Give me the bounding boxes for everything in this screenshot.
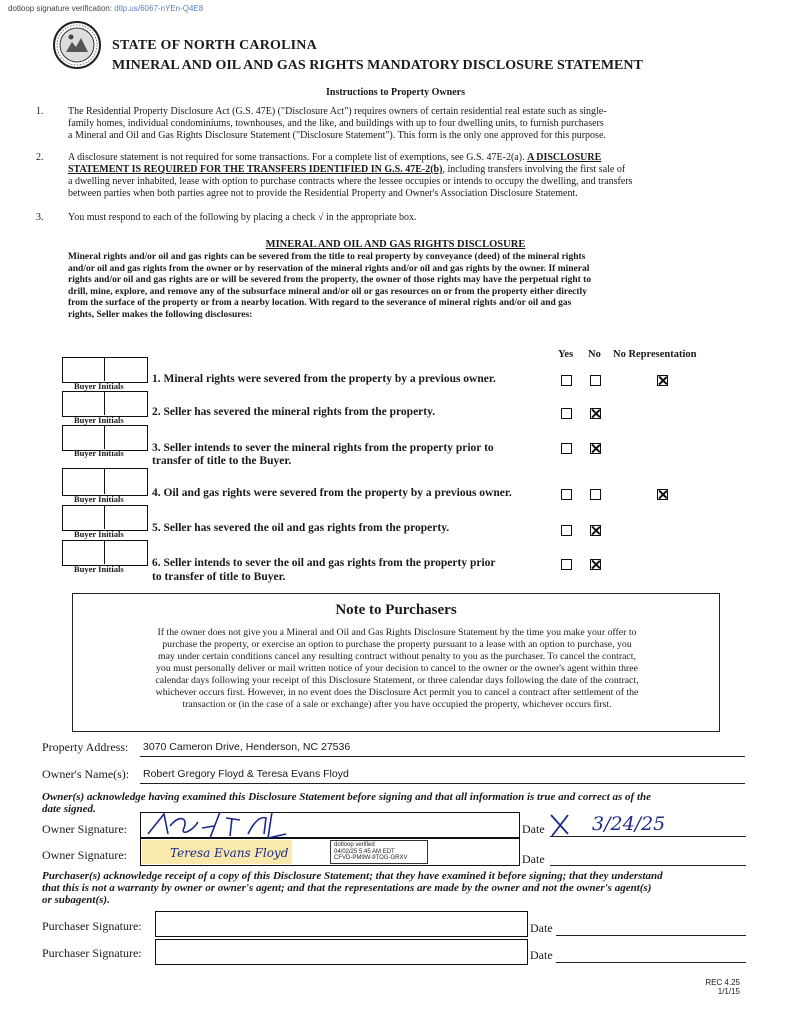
- buyer-initials-box[interactable]: [62, 357, 148, 383]
- owners-line: [140, 783, 745, 784]
- purchaser-signature-field[interactable]: [155, 911, 528, 937]
- buyer-initials-box[interactable]: [62, 391, 148, 417]
- question-6-text: 6. Seller intends to sever the oil and gas rights from the property prior: [152, 557, 496, 569]
- owner-signature-label: Owner Signature:: [42, 848, 127, 862]
- purchaser-signature-label: Purchaser Signature:: [42, 946, 142, 960]
- instruction-2-emphasis: A DISCLOSURE: [527, 152, 602, 163]
- state-seal-icon: [52, 20, 102, 70]
- form-number: REC 4.25: [705, 978, 740, 987]
- buyer-initials-box[interactable]: [62, 505, 148, 531]
- date-line: [556, 962, 746, 963]
- column-yes: Yes: [558, 349, 574, 360]
- purchaser-ack-line: that this is not a warranty by owner or owner's agent; and that the representations are made by the owner and not the owner's agent(s): [42, 882, 652, 894]
- buyer-initials-label: Buyer Initials: [74, 415, 124, 425]
- purchaser-ack-line: or subagent(s).: [42, 894, 110, 906]
- question-1-no-checkbox[interactable]: [590, 375, 601, 386]
- note-to-purchasers: [72, 593, 720, 732]
- buyer-initials-box[interactable]: [62, 468, 148, 496]
- note-line: purchase the property, or exercise an option to purchase the property pursuant to a lease with an option to purchase, you: [162, 639, 632, 650]
- question-1-text: 1. Mineral rights were severed from the property by a previous owner.: [152, 373, 496, 385]
- note-line: calendar days following your receipt of this Disclosure Statement, or three calendar days following the date of the contract,: [155, 675, 639, 686]
- question-6-yes-checkbox[interactable]: [561, 559, 572, 570]
- initials-divider: [104, 505, 105, 529]
- disclosure-paragraph: [68, 252, 758, 322]
- disclosure-line: and/or oil and gas rights from the owner or by reservation of the mineral rights and/or oil and gas rights by the owner. If mineral: [68, 263, 590, 274]
- purchaser-acknowledgement: [42, 870, 762, 906]
- owners-name-value[interactable]: Robert Gregory Floyd & Teresa Evans Floyd: [143, 768, 349, 780]
- instruction-2-text: a dwelling never inhabited, lease with option to purchase contracts where the lessee occupies or intends to occupy the dwelling, and transfers: [68, 176, 633, 187]
- instruction-2: [68, 152, 758, 200]
- question-6-text-cont: to transfer of title to Buyer.: [152, 571, 286, 583]
- owner-date-label: Date: [522, 822, 545, 836]
- buyer-initials-box[interactable]: [62, 540, 148, 566]
- form-title: MINERAL AND OIL AND GAS RIGHTS MANDATORY DISCLOSURE STATEMENT: [112, 58, 643, 73]
- instruction-2-text: A disclosure statement is not required for some transactions. For a complete list of exemptions, see G.S. 47E-2(a).: [68, 152, 525, 163]
- question-2-no-checkbox[interactable]: [590, 408, 601, 419]
- instruction-1: [68, 106, 758, 142]
- initials-divider: [104, 391, 105, 415]
- instruction-1-line: The Residential Property Disclosure Act (G.S. 47E) ("Disclosure Act") requires owners of certain residential real estate such as single-: [68, 106, 607, 117]
- instruction-2-text: between parties when both parties agree not to provide the Residential Property and Owner's Association Disclosure Statement.: [68, 188, 578, 199]
- question-1-no-rep-checkbox[interactable]: [657, 375, 668, 386]
- question-6-no-checkbox[interactable]: [590, 559, 601, 570]
- question-3-text-cont: transfer of title to the Buyer.: [152, 455, 292, 467]
- initials-divider: [104, 540, 105, 564]
- dotloop-stamp: [330, 840, 428, 864]
- instructions-heading: Instructions to Property Owners: [326, 87, 465, 98]
- instruction-2-text: , including transfers involving the first sale of: [442, 164, 626, 175]
- form-state-title: STATE OF NORTH CAROLINA: [112, 38, 317, 53]
- instruction-2-emphasis: STATEMENT IS REQUIRED FOR THE TRANSFERS IDENTIFIED IN G.S. 47E-2(b): [68, 164, 443, 175]
- buyer-initials-label: Buyer Initials: [74, 448, 124, 458]
- instruction-2-number: 2.: [36, 152, 44, 163]
- owner-ack-line: Owner(s) acknowledge having examined this Disclosure Statement before signing and that all information is true and correct as of the: [42, 791, 652, 803]
- instruction-1-line: family homes, individual condominiums, townhouses, and the like, and buildings with up to four dwelling units, to furnish purchasers: [68, 118, 604, 129]
- column-no: No: [588, 349, 601, 360]
- question-5-yes-checkbox[interactable]: [561, 525, 572, 536]
- column-no-representation: No Representation: [613, 349, 697, 360]
- dotloop-line: 04/02/25 5:45 AM EDT: [334, 848, 395, 855]
- question-4-no-rep-checkbox[interactable]: [657, 489, 668, 500]
- property-address-value[interactable]: 3070 Cameron Drive, Henderson, NC 27536: [143, 741, 351, 753]
- owner-signature-label: Owner Signature:: [42, 822, 127, 836]
- disclosure-line: rights and/or oil and gas rights are or will be severed from the property, the owner of those rights may have the perpetual right to: [68, 275, 592, 286]
- purchaser-date-label: Date: [530, 921, 553, 935]
- question-2-yes-checkbox[interactable]: [561, 408, 572, 419]
- disclosure-line: from the surface of the property or from a nearby location. With regard to the severance of mineral rights and/or oil and gas: [68, 298, 572, 309]
- question-4-no-checkbox[interactable]: [590, 489, 601, 500]
- initials-divider: [104, 357, 105, 381]
- owner-1-date[interactable]: 3/24/25: [592, 813, 666, 835]
- question-5-text: 5. Seller has severed the oil and gas rights from the property.: [152, 522, 450, 534]
- date-line: [556, 935, 746, 936]
- disclosure-line: rights, Seller makes the following disclosures:: [68, 309, 253, 320]
- question-5-no-checkbox[interactable]: [590, 525, 601, 536]
- purchaser-signature-label: Purchaser Signature:: [42, 919, 142, 933]
- note-body: [87, 627, 707, 711]
- form-footer: [640, 978, 740, 996]
- date-line: [550, 865, 746, 866]
- purchaser-ack-line: Purchaser(s) acknowledge receipt of a copy of this Disclosure Statement; that they have examined it before signing; that they understand: [42, 870, 663, 882]
- instruction-3: You must respond to each of the following by placing a check √ in the appropriate box.: [68, 212, 417, 223]
- disclosure-line: drill, mine, explore, and remove any of the subsurface mineral and/or oil or gas resources on or from the property either directly: [68, 286, 587, 297]
- disclosure-line: Mineral rights and/or oil and gas rights can be severed from the title to real property by conveyance (deed) of the mineral rights: [68, 252, 586, 262]
- instruction-1-line: a Mineral and Oil and Gas Rights Disclosure Statement ("Disclosure Statement"). This form is the only one approved for this purpose.: [68, 130, 606, 141]
- address-line: [140, 756, 745, 757]
- verification-link[interactable]: dtlp.us/6067-nYEn-Q4E8: [114, 4, 204, 13]
- instruction-3-number: 3.: [36, 212, 44, 223]
- note-line: transaction or (in the case of a sale or exchange) after you have occupied the property, whichever occurs first.: [182, 699, 612, 710]
- form-revision: 1/1/15: [717, 987, 740, 996]
- property-address-label: Property Address:: [42, 740, 129, 754]
- verification-label: dotloop signature verification:: [8, 4, 113, 13]
- dotloop-line: dotloop verified: [334, 842, 375, 848]
- initials-divider: [104, 425, 105, 449]
- owner-date-label: Date: [522, 852, 545, 866]
- note-line: you must personally deliver or mail written notice of your decision to cancel to the owner or the owner's agent within three: [156, 663, 638, 674]
- purchaser-signature-field[interactable]: [155, 939, 528, 965]
- note-line: whichever occurs first. However, in no event does the Disclosure Act permit you to cancel a contract after settlement of the: [155, 687, 639, 698]
- note-title: Note to Purchasers: [335, 602, 457, 618]
- disclosure-heading: MINERAL AND OIL AND GAS RIGHTS DISCLOSURE: [265, 239, 526, 250]
- owner-ack-line: date signed.: [42, 803, 96, 815]
- buyer-initials-label: Buyer Initials: [74, 529, 124, 539]
- date-mark-icon: [548, 812, 572, 838]
- buyer-initials-label: Buyer Initials: [74, 494, 124, 504]
- buyer-initials-label: Buyer Initials: [74, 381, 124, 391]
- owners-name-label: Owner's Name(s):: [42, 767, 130, 781]
- buyer-initials-label: Buyer Initials: [74, 564, 124, 574]
- question-3-yes-checkbox[interactable]: [561, 443, 572, 454]
- question-2-text: 2. Seller has severed the mineral rights from the property.: [152, 406, 436, 418]
- question-4-yes-checkbox[interactable]: [561, 489, 572, 500]
- dotloop-line: CFVD-PM9W-9TOG-GRXV: [334, 855, 408, 861]
- owner-2-signature: Teresa Evans Floyd: [170, 846, 289, 860]
- initials-divider: [104, 468, 105, 494]
- question-1-yes-checkbox[interactable]: [561, 375, 572, 386]
- note-line: If the owner does not give you a Mineral and Oil and Gas Rights Disclosure Statement by the time you make your offer to: [157, 627, 637, 638]
- question-3-text: 3. Seller intends to sever the mineral rights from the property prior to: [152, 442, 494, 454]
- purchaser-date-label: Date: [530, 948, 553, 962]
- note-line: may under certain conditions cancel any resulting contract without penalty to you as the purchaser. To cancel the contract,: [158, 651, 636, 662]
- question-4-text: 4. Oil and gas rights were severed from the property by a previous owner.: [152, 487, 512, 499]
- instruction-1-number: 1.: [36, 106, 44, 117]
- date-line: [550, 836, 746, 837]
- dotloop-verification: [8, 4, 203, 13]
- question-3-no-checkbox[interactable]: [590, 443, 601, 454]
